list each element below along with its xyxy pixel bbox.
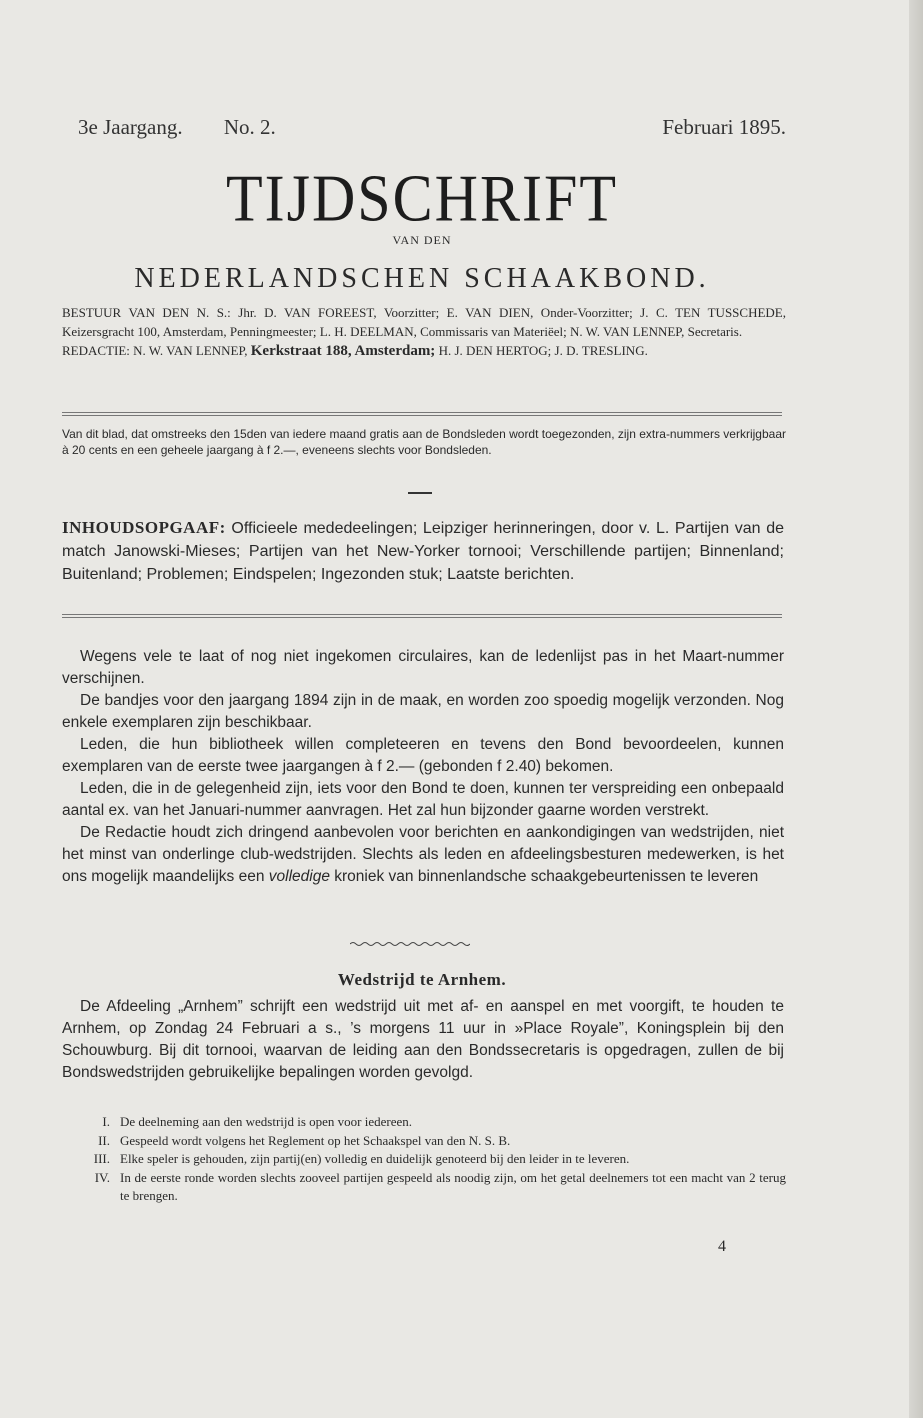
rule-number: I. [102,1114,110,1129]
wavy-divider [350,940,470,948]
rule-text: Gespeeld wordt volgens het Reglement op het Schaakspel van den N. S. B. [120,1132,511,1148]
section-paragraph: De Afdeeling „Arnhem” schrijft een wedstrijd uit met af- en aanspel en met voorgift, te houden te Arnhem, op Zondag 24 Februari a s., ’s morgens 11 uur in »Place Royale”, Koningsplein bij den Schouwburg. Bij dit tornooi, waarvan de leiding aan den Bondssecretaris is opgedragen, zullen de bij Bondswedstrijden gebruikelijke bepalingen worden gevolgd. [62,998,784,1081]
rule-text: Elke speler is gehouden, zijn partij(en) volledig en duidelijk genoteerd bij den leider in te leveren. [120,1151,630,1166]
board-members: BESTUUR VAN DEN N. S.: Jhr. D. VAN FOREEST, Voorzitter; E. VAN DIEN, Onder-Voorzitter; J. C. TEN TUSSCHEDE, Keizersgracht 100, Amsterdam, Penningmeester; L. H. DEELMAN, Commissaris van Materiëel; N. W. VAN LENNEP, Secretaris. [62,305,786,339]
table-of-contents [62,516,784,586]
masthead-left [78,115,312,140]
society-name: NEDERLANDSCHEN SCHAAKBOND. [134,263,710,294]
journal-title: TIJDSCHRIFT [225,161,619,236]
short-divider [408,492,432,494]
subscription-notice: Van dit blad, dat omstreeks den 15den van iedere maand gratis aan de Bondsleden wordt toegezonden, zijn extra-nummers verkrijgbaar à 20 cents en een geheele jaargang à f 2.—, eveneens slechts voor Bondsleden. [62,427,786,457]
toc-label: INHOUDSOPGAAF: [62,518,226,537]
announcements [62,646,784,888]
divider-top [62,412,782,416]
page-edge [909,0,923,1418]
editorial-line [62,341,786,361]
page-number: 4 [718,1238,726,1255]
rule-number: IV. [94,1169,110,1185]
announcement-paragraph: Leden, die in de gelegenheid zijn, iets voor den Bond te doen, kunnen ter verspreiding een onbepaald aantal ex. van het Januari-nummer aanvragen. Het zal hun bijzonder gaarne worden verstrekt. [62,780,784,819]
subtitle-van-den: VAN DEN [392,233,452,247]
rule-text: In de eerste ronde worden slechts zooveel partijen gespeeld als noodig zijn, om het getal deelnemers tot een macht van 2 terug te brengen. [120,1169,786,1203]
redactie-text-after: kroniek van binnenlandsche schaakgebeurtenissen te leveren [329,868,759,885]
divider-middle [62,614,782,618]
announcement-paragraph: Wegens vele te laat of nog niet ingekomen circulaires, kan de ledenlijst pas in het Maart-nummer verschijnen. [62,648,784,687]
issue-number: No. 2. [223,115,276,139]
redactie-address: Kerkstraat 188, Amsterdam; [250,343,436,359]
redactie-prefix: REDACTIE: N. W. VAN LENNEP, [62,343,251,358]
announcement-paragraph: De bandjes voor den jaargang 1894 zijn in de maak, en worden zoo spoedig mogelijk verzonden. Nog enkele exemplaren zijn beschikbaar. [62,692,784,731]
rule-number: III. [93,1151,110,1166]
rules-list [74,1113,786,1206]
section-heading: Wedstrijd te Arnhem. [337,970,507,989]
redactie-emphasis: volledige [268,868,330,885]
rule-item [74,1113,786,1132]
issue-date: Februari 1895. [662,115,786,139]
section-body [62,996,784,1084]
toc-text: Officieele mededeelingen; Leipziger herinneringen, door v. L. Partijen van de match Janowski-Mieses; Partijen van het New-Yorker tornooi; Verschillende partijen; Binnenland; Buitenland; Problemen; Eindspelen; Ingezonden stuk; Laatste berichten. [62,520,784,583]
redactie-suffix: H. J. DEN HERTOG; J. D. TRESLING. [435,343,648,358]
rule-text: De deelneming aan den wedstrijd is open voor iedereen. [120,1114,413,1129]
rule-item [74,1150,786,1169]
redactie-text-before: De Redactie houdt zich dringend aanbevolen voor berichten en aankondigingen van wedstrijden, niet het minst van onderlinge club-wedstrijden. Slechts als leden en afdeelingsbesturen medewerken, is het ons mogelijk maandelijks een [62,824,784,885]
announcement-paragraph: Leden, die hun bibliotheek willen completeeren en tevens den Bond bevoordeelen, kunnen exemplaren van de eerste twee jaargangen à f 2.— (gebonden f 2.40) bekomen. [62,736,784,775]
masthead-line [78,115,786,140]
volume-label: 3e Jaargang. [78,115,183,139]
journal-page [58,0,786,1418]
rule-item [74,1169,786,1206]
rule-number: II. [98,1132,110,1148]
redactie-paragraph [62,822,784,888]
rule-item [74,1132,786,1151]
board-block [62,303,786,361]
